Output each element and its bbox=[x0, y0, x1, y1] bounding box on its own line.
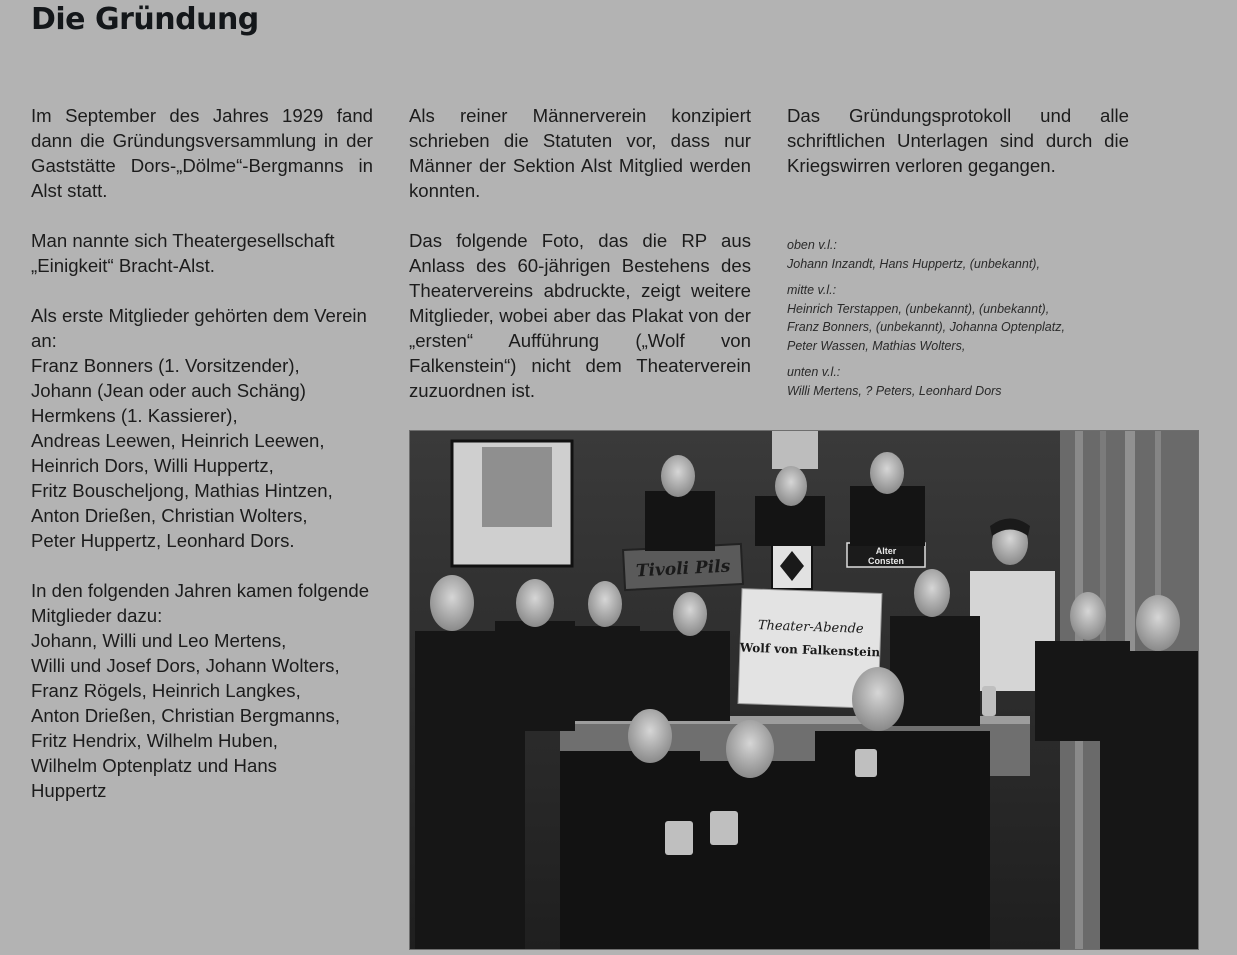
caption-middle-names: Heinrich Terstappen, (unbekannt), (unbekannt), bbox=[787, 301, 1050, 316]
caption-middle bbox=[787, 281, 1207, 355]
poster-wolf-von-falkenstein: Wolf von Falkenstein bbox=[739, 640, 881, 660]
column-3 bbox=[787, 103, 1129, 203]
caption-middle-names: Franz Bonners, (unbekannt), Johanna Optenplatz, bbox=[787, 320, 1065, 334]
caption-top-names: Johann Inzandt, Hans Huppertz, (unbekannt), bbox=[787, 256, 1040, 271]
caption-bottom-label: unten v.l.: bbox=[787, 365, 841, 379]
member-line: Fritz Bouscheljong, Mathias Hintzen, bbox=[31, 480, 333, 501]
member-line: Wilhelm Optenplatz und Hans bbox=[31, 755, 277, 776]
society-name-paragraph: Man nannte sich Theatergesellschaft „Einigkeit“ Bracht-Alst. bbox=[31, 230, 335, 276]
caption-middle-label: mitte v.l.: bbox=[787, 283, 837, 297]
member-line: Willi und Josef Dors, Johann Wolters, bbox=[31, 655, 340, 676]
mens-club-paragraph: Als reiner Männerverein konzipiert schrieben die Statuten vor, dass nur Männer der Sektion Alst Mitglied werden konnten. bbox=[409, 105, 751, 201]
caption-bottom-names: Willi Mertens, ? Peters, Leonhard Dors bbox=[787, 383, 1002, 398]
caption-bottom bbox=[787, 363, 1207, 400]
column-2 bbox=[409, 103, 751, 428]
member-line: Anton Drießen, Christian Bergmanns, bbox=[31, 705, 341, 726]
member-line: Andreas Leewen, Heinrich Leewen, bbox=[31, 430, 325, 451]
caption-top-label: oben v.l.: bbox=[787, 238, 837, 252]
sign-alter: Alter bbox=[875, 546, 897, 556]
column-1 bbox=[31, 103, 373, 803]
first-members-intro: Als erste Mitglieder gehörten dem Verein an: bbox=[31, 305, 367, 351]
caption-middle-names: Peter Wassen, Mathias Wolters, bbox=[787, 338, 966, 353]
founding-paragraph: Im September des Jahres 1929 fand dann die Gründungsversammlung in der Gaststätte Dors-„Dölme“-Bergmanns in Alst statt. bbox=[31, 105, 373, 201]
caption-top bbox=[787, 236, 1207, 273]
sign-tivoli: Tivoli Pils bbox=[635, 556, 731, 582]
member-line: Peter Huppertz, Leonhard Dors. bbox=[31, 530, 295, 551]
photo-caption bbox=[787, 236, 1207, 408]
page-title: Die Gründung bbox=[31, 2, 259, 37]
first-members-block bbox=[31, 303, 373, 553]
photo-intro-paragraph: Das folgende Foto, das die RP aus Anlass des 60-jährigen Bestehens des Theatervereins abdruckte, zeigt weitere Mitglieder, wobei aber das Plakat von der „ersten“ Aufführung („Wolf von Falkenstein“) nicht dem Theaterverein zuzuordnen ist. bbox=[409, 230, 751, 401]
later-members-intro: In den folgenden Jahren kamen folgende Mitglieder dazu: bbox=[31, 580, 370, 626]
historic-group-photo bbox=[409, 430, 1199, 950]
member-line: Johann, Willi und Leo Mertens, bbox=[31, 630, 287, 651]
member-line: Hermkens (1. Kassierer), bbox=[31, 405, 238, 426]
poster-theater-abende: Theater-Abende bbox=[757, 618, 864, 637]
protocol-paragraph: Das Gründungsprotokoll und alle schriftlichen Unterlagen sind durch die Kriegswirren verloren gegangen. bbox=[787, 105, 1129, 176]
sign-consten: Consten bbox=[868, 556, 904, 566]
member-line: Heinrich Dors, Willi Huppertz, bbox=[31, 455, 274, 476]
member-line: Fritz Hendrix, Wilhelm Huben, bbox=[31, 730, 278, 751]
member-line: Huppertz bbox=[31, 780, 107, 801]
later-members-block bbox=[31, 578, 373, 803]
member-line: Franz Rögels, Heinrich Langkes, bbox=[31, 680, 301, 701]
member-line: Johann (Jean oder auch Schäng) bbox=[31, 380, 306, 401]
member-line: Franz Bonners (1. Vorsitzender), bbox=[31, 355, 300, 376]
member-line: Anton Drießen, Christian Wolters, bbox=[31, 505, 308, 526]
